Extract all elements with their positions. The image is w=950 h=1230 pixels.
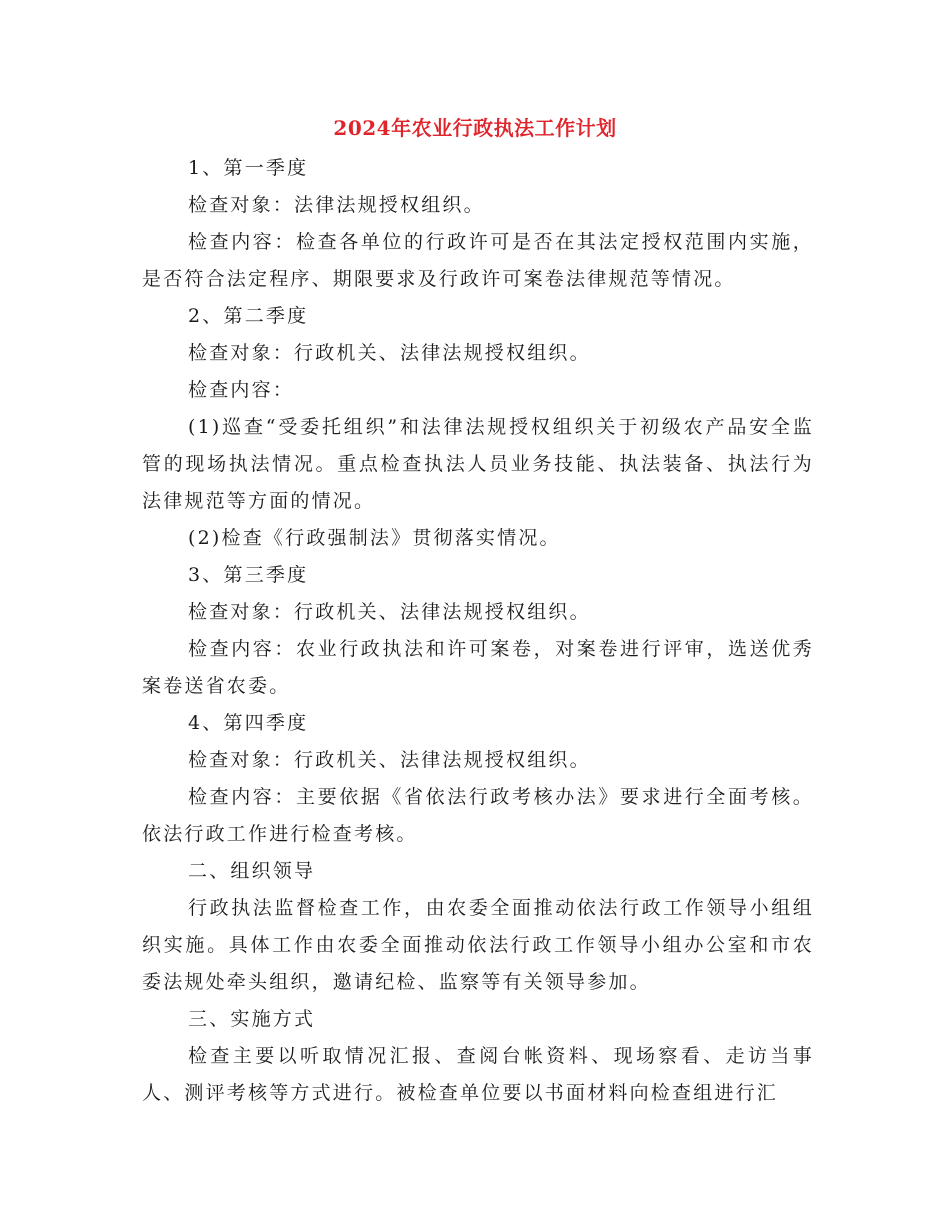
- paragraph-q4-target: 检查对象：行政机关、法律法规授权组织。: [188, 749, 591, 771]
- paragraph-q4-content: 检查内容：主要依据《省依法行政考核办法》要求进行全面考核。依法行政工作进行检查考核。: [142, 786, 814, 845]
- paragraph-q4-heading: 4、第四季度: [188, 712, 309, 734]
- document-body: [142, 150, 814, 1112]
- paragraph-q3-heading: 3、第三季度: [188, 564, 309, 586]
- paragraph-q2-target: 检查对象：行政机关、法律法规授权组织。: [188, 342, 591, 364]
- section-heading-organization: 二、组织领导: [188, 860, 316, 882]
- paragraph-q2-content-label: 检查内容：: [188, 379, 295, 401]
- paragraph-q2-item-1: (1)巡查“受委托组织”和法律法规授权组织关于初级农产品安全监管的现场执法情况。重点检查执法人员业务技能、执法装备、执法行为法律规范等方面的情况。: [142, 416, 814, 512]
- paragraph-q3-content: 检查内容：农业行政执法和许可案卷，对案卷进行评审，选送优秀案卷送省农委。: [142, 638, 814, 697]
- paragraph-organization: 行政执法监督检查工作，由农委全面推动依法行政工作领导小组组织实施。具体工作由农委全面推动依法行政工作领导小组办公室和市农委法规处牵头组织，邀请纪检、监察等有关领导参加。: [142, 897, 814, 993]
- paragraph-implementation: 检查主要以听取情况汇报、查阅台帐资料、现场察看、走访当事人、测评考核等方式进行。被检查单位要以书面材料向检查组进行汇: [142, 1045, 814, 1104]
- paragraph-q1-content: 检查内容：检查各单位的行政许可是否在其法定授权范围内实施，是否符合法定程序、期限要求及行政许可案卷法律规范等情况。: [142, 231, 814, 290]
- paragraph-q1-target: 检查对象：法律法规授权组织。: [188, 194, 485, 216]
- paragraph-q2-heading: 2、第二季度: [188, 305, 309, 327]
- section-heading-implementation: 三、实施方式: [188, 1008, 316, 1030]
- paragraph-q2-item-2: (2)检查《行政强制法》贯彻落实情况。: [188, 527, 561, 549]
- paragraph-q3-target: 检查对象：行政机关、法律法规授权组织。: [188, 601, 591, 623]
- document-title: 2024年农业行政执法工作计划: [333, 116, 617, 140]
- paragraph-q1-heading: 1、第一季度: [188, 157, 309, 179]
